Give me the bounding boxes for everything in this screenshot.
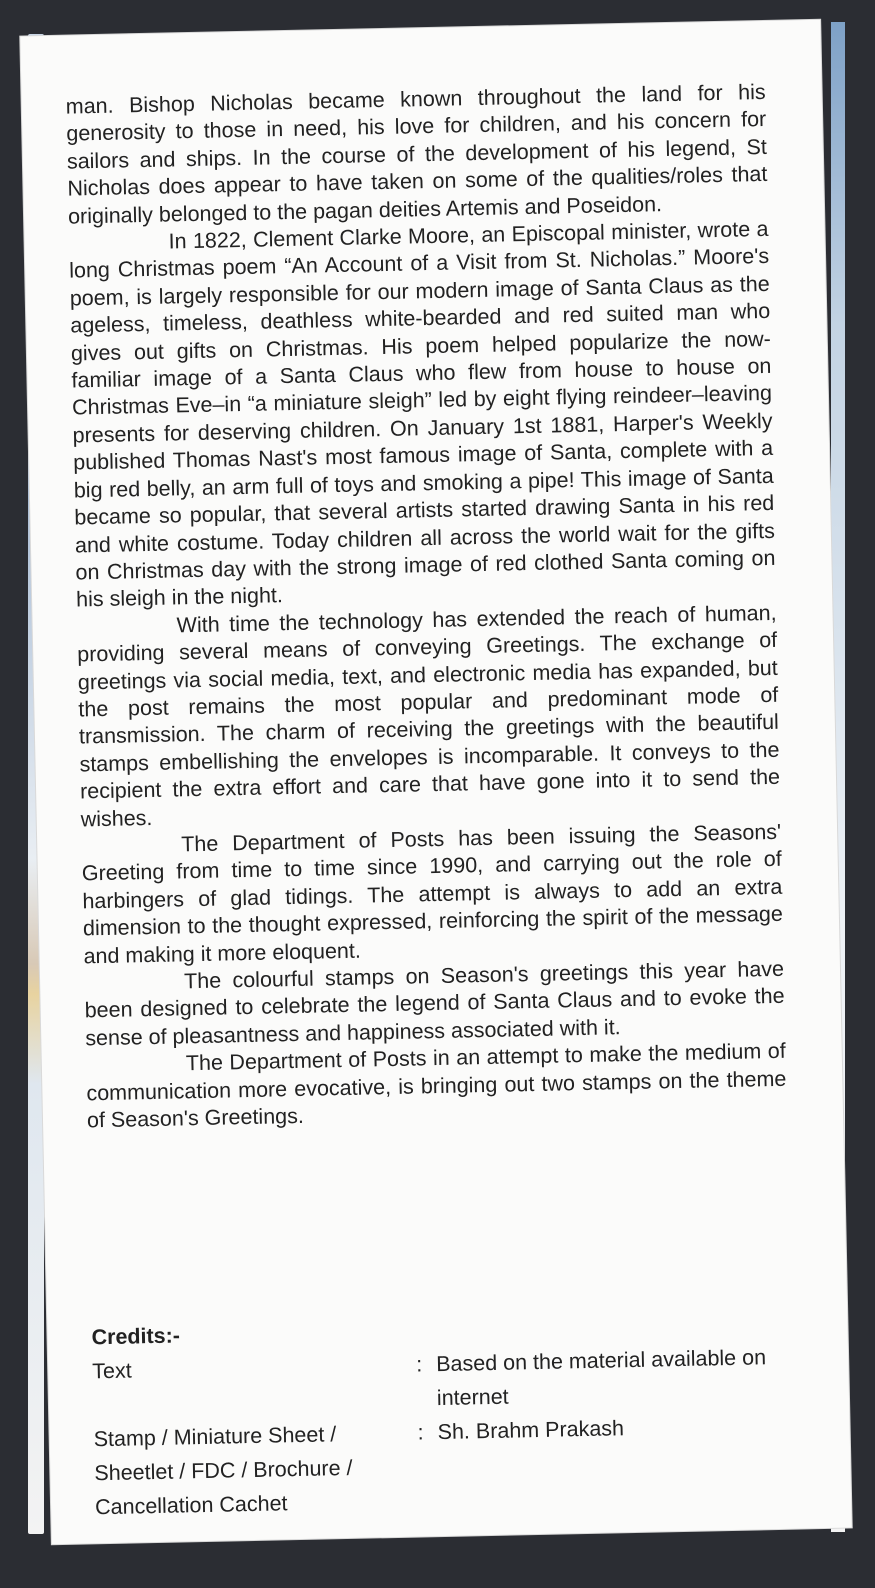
credit-label-text: Text	[92, 1358, 132, 1384]
credit-value-text: Based on the material available on internet	[435, 1345, 767, 1411]
body-text	[66, 79, 788, 1135]
credit-separator: :	[415, 1352, 423, 1377]
credits-heading: Credits:-	[91, 1323, 181, 1350]
paragraph-6: The Department of Posts in an attempt to make the medium of communication more evocative, is bringing out two stamps on the theme of Season's Greetings.	[86, 1038, 787, 1133]
paragraph-3: With time the technology has extended the reach of human, providing several means of conveying Greetings. The exchange of greetings via social media, text, and electronic media has expanded, but the post remains the most popular and predominant mode of transmission. The charm of receiving the greetings with the beautiful stamps embellishing the envelopes is incomparable. It conveys to the recipient the extra effort and care that have gone into it to send the wishes.	[77, 600, 781, 832]
credit-label-design: Stamp / Miniature Sheet / Sheetlet / FDC / Brochure / Cancellation Cachet	[93, 1422, 353, 1520]
paragraph-4: The Department of Posts has been issuing the Seasons' Greeting from time to time since 1990, and carrying out the role of harbingers of glad tidings. The attempt is always to add an extra dimension to the thought expressed, reinforcing the spirit of the message and making it more eloquent.	[81, 819, 784, 969]
paragraph-5: The colourful stamps on Season's greetings this year have been designed to celebrate the legend of Santa Claus and to evoke the sense of pleasantness and happiness associated with it.	[84, 956, 785, 1051]
credit-value-design: Sh. Brahm Prakash	[437, 1416, 625, 1445]
credit-row-design	[93, 1408, 795, 1525]
paragraph-1: man. Bishop Nicholas became known throughout the land for his generosity to those in need, his love for children, and his concern for sailors and ships. In the course of the development of his legend, St Nicholas does appear to have taken on some of the qualities/roles that originally belonged to the pagan deities Artemis and Poseidon.	[65, 79, 768, 229]
brochure-page	[20, 20, 851, 1544]
credits-section	[91, 1306, 795, 1525]
paragraph-2: In 1822, Clement Clarke Moore, an Episcopal minister, wrote a long Christmas poem “An Account of a Visit from St. Nicholas.” Moore's poem, is largely responsible for our modern image of Santa Claus as the ageless, timeless, deathless white-bearded and red suited man who gives out gifts on Christmas. His poem helped popularize the now-familiar image of a Santa Claus who flew from house to house on Christmas Eve–in “a miniature sleigh” led by eight flying reindeer–leaving presents for deserving children. On January 1st 1881, Harper's Weekly published Thomas Nast's most famous image of Santa, complete with a big red belly, an arm full of toys and smoking a pipe! This image of Santa became so popular, that several artists started drawing Santa in his red and white costume. Today children all across the world wait for the gifts on Christmas day with the strong image of red clothed Santa coming on his sleigh in the night.	[68, 216, 776, 612]
credit-separator: :	[417, 1420, 424, 1445]
